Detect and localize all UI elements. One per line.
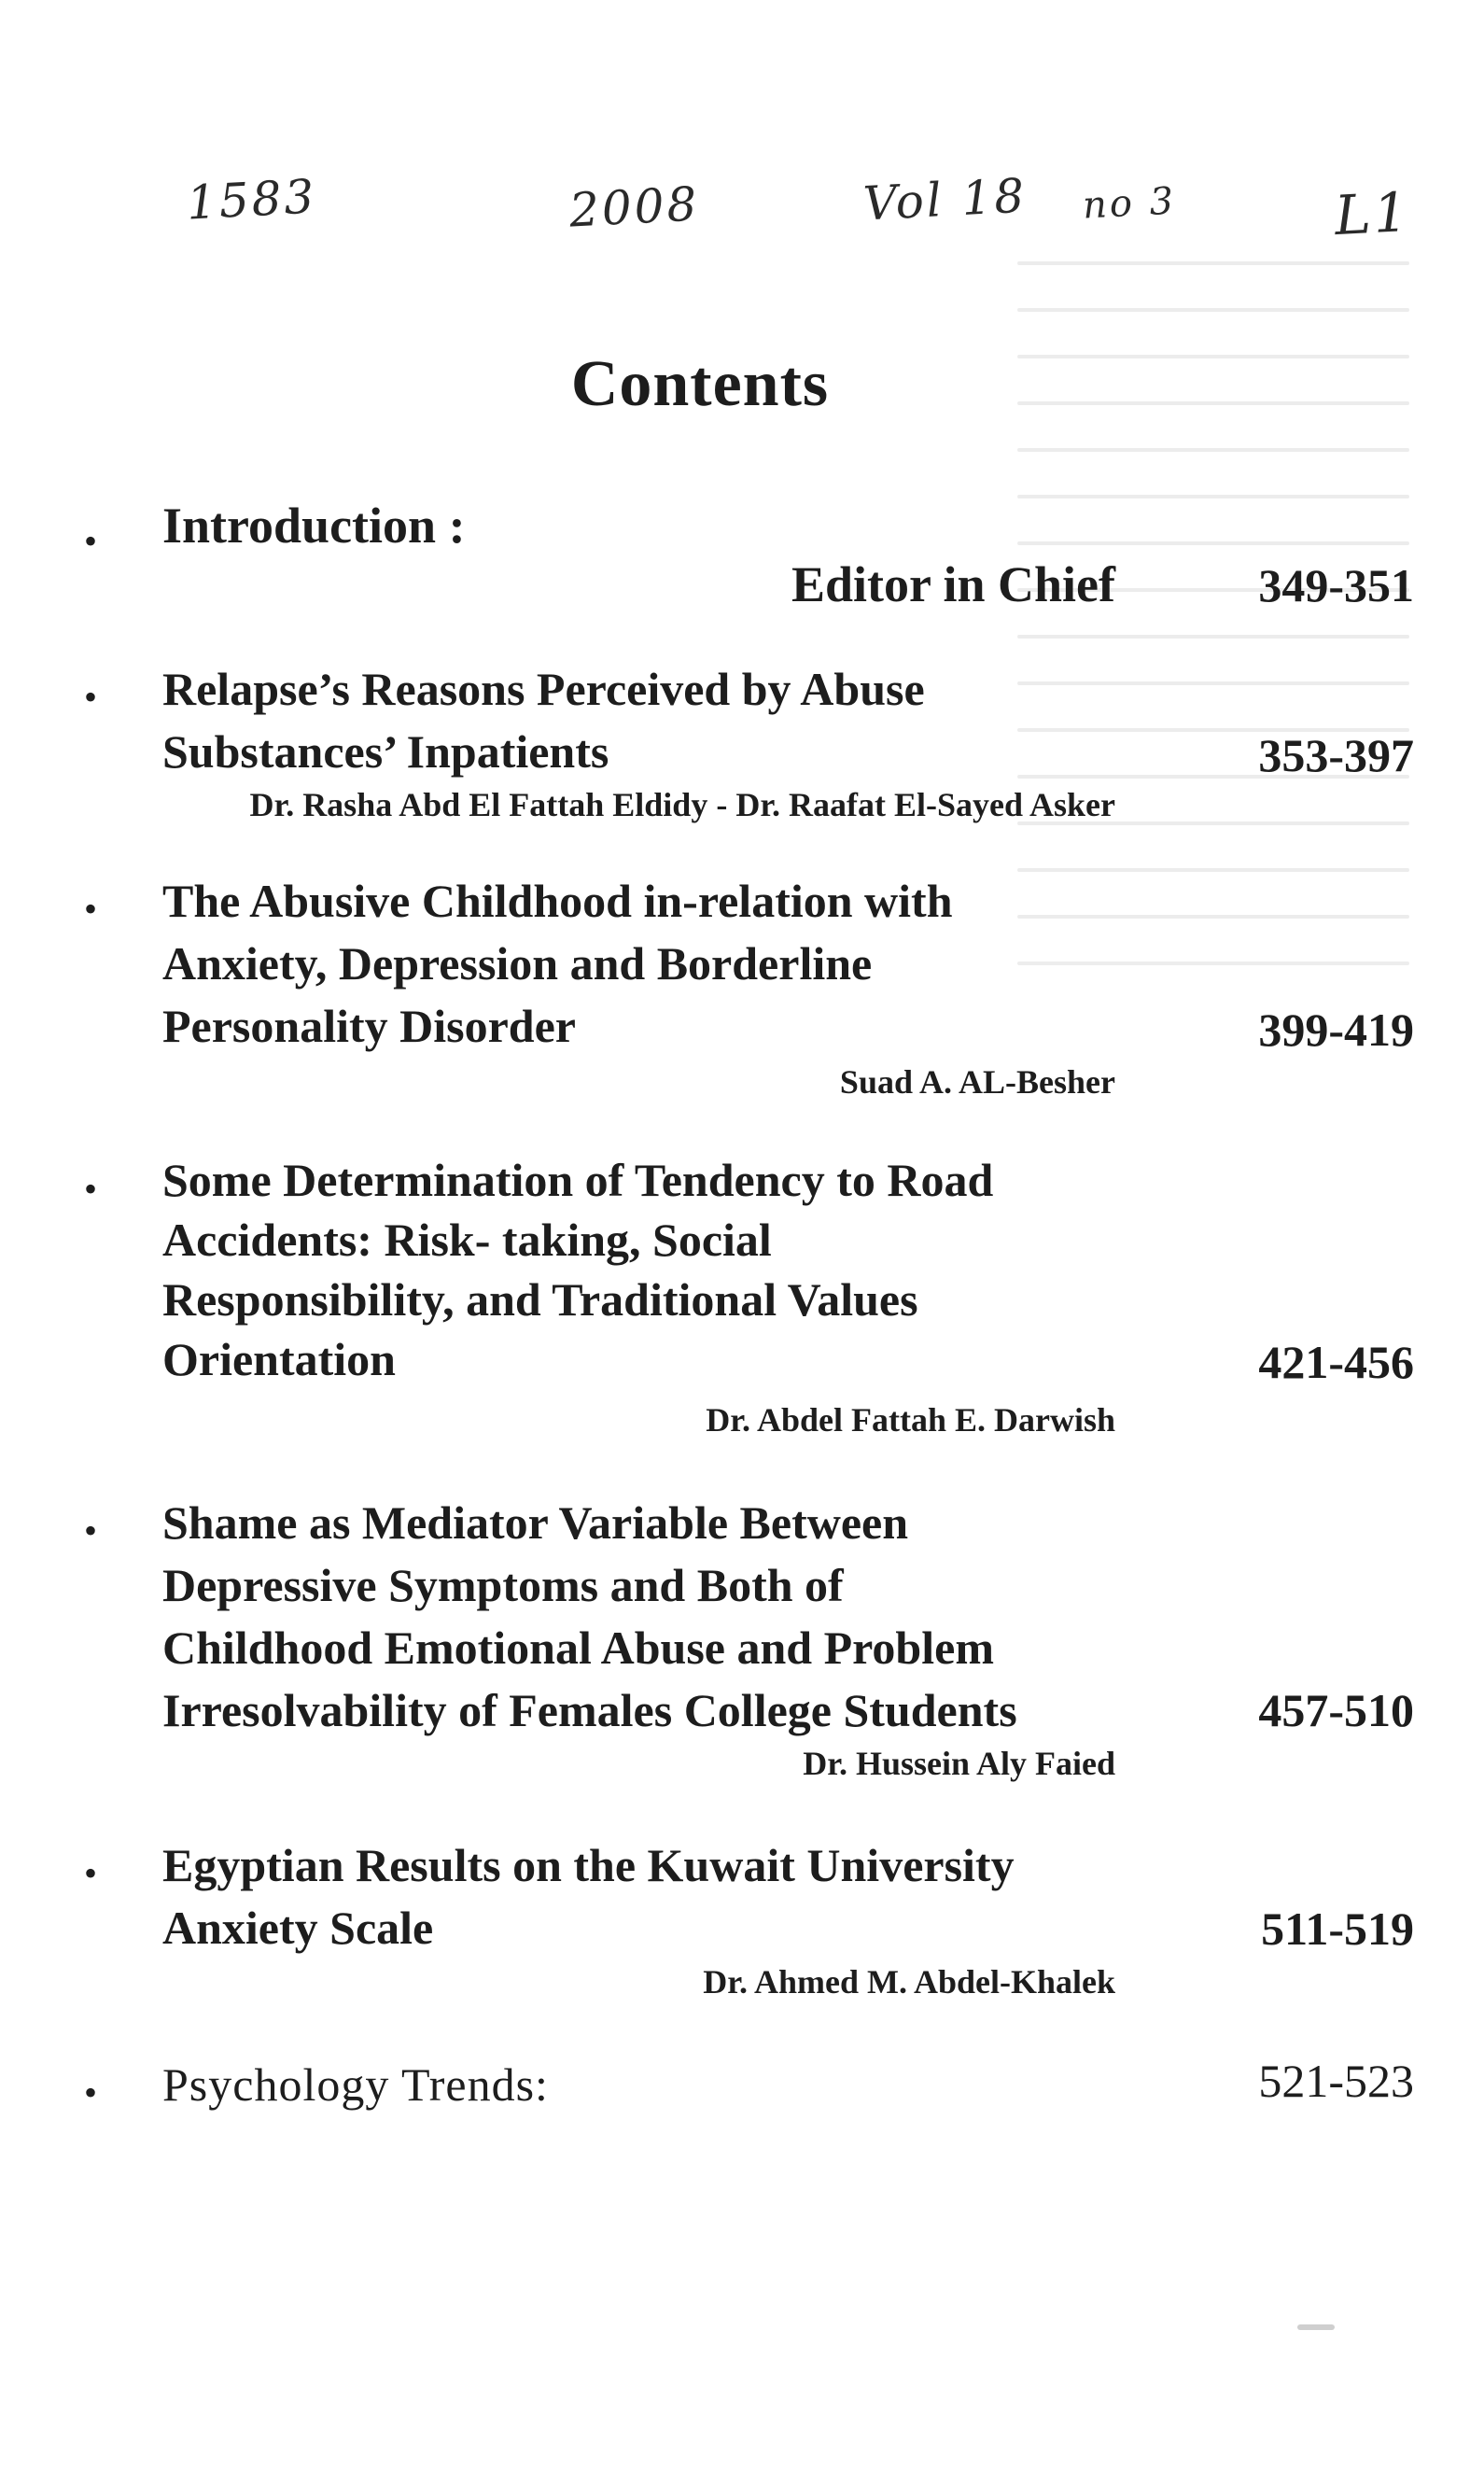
entry-title-line: Orientation bbox=[162, 1333, 396, 1385]
entry-title-line: Anxiety Scale bbox=[162, 1902, 434, 1954]
entry-title bbox=[162, 658, 1116, 783]
entry-author: Dr. Rasha Abd El Fattah Eldidy - Dr. Raafat El-Sayed Asker bbox=[249, 786, 1115, 823]
entry-title-line: Depressive Symptoms and Both of bbox=[162, 1559, 844, 1611]
entry-author: Dr. Hussein Aly Faied bbox=[803, 1745, 1115, 1782]
scan-speck bbox=[1297, 2324, 1335, 2330]
entry-title-line: Egyptian Results on the Kuwait University bbox=[162, 1839, 1015, 1891]
entry-pages: 399-419 bbox=[1258, 1004, 1414, 1056]
entry-pages: 457-510 bbox=[1258, 1684, 1414, 1736]
entry-pages: 353-397 bbox=[1258, 729, 1414, 781]
entry-title bbox=[162, 870, 1116, 1058]
entry-title-line: Irresolvability of Females College Students bbox=[162, 1684, 1017, 1736]
entry-title-line: Personality Disorder bbox=[162, 1000, 576, 1052]
entry-title-line: Accidents: Risk- taking, Social bbox=[162, 1214, 772, 1266]
entry-title-line: Responsibility, and Traditional Values bbox=[162, 1273, 918, 1326]
entry-title bbox=[162, 1492, 1116, 1742]
handwritten-volume: Vol 18 bbox=[861, 168, 1029, 232]
entry-author: Suad A. AL-Besher bbox=[839, 1063, 1115, 1101]
handwritten-number: 1583 bbox=[185, 169, 318, 231]
handwritten-annotations bbox=[0, 163, 1484, 266]
entry-heading: Psychology Trends: bbox=[162, 2058, 549, 2111]
page-title: Contents bbox=[570, 348, 830, 420]
entry-byline: Editor in Chief bbox=[791, 556, 1115, 612]
entry-pages: 511-519 bbox=[1261, 1902, 1414, 1955]
entry-title-line: Shame as Mediator Variable Between bbox=[162, 1496, 909, 1549]
bullet-icon: • bbox=[84, 1509, 98, 1551]
entry-pages: 349-351 bbox=[1258, 559, 1414, 611]
entry-pages: 521-523 bbox=[1258, 2055, 1414, 2107]
bullet-icon: • bbox=[84, 1852, 98, 1894]
entry-author: Dr. Abdel Fattah E. Darwish bbox=[706, 1401, 1115, 1439]
entry-author: Dr. Ahmed M. Abdel-Khalek bbox=[703, 1963, 1115, 2001]
entry-title-line: Substances’ Inpatients bbox=[162, 725, 609, 778]
bullet-icon: • bbox=[84, 2071, 98, 2113]
entry-title-line: The Abusive Childhood in-relation with bbox=[162, 875, 953, 927]
bullet-icon: • bbox=[84, 520, 98, 562]
entry-title bbox=[162, 1834, 1116, 1959]
handwritten-code: L1 bbox=[1333, 179, 1413, 248]
handwritten-year: 2008 bbox=[567, 176, 701, 238]
entry-title bbox=[162, 1150, 1116, 1389]
entry-pages: 421-456 bbox=[1258, 1336, 1414, 1388]
handwritten-issue: no 3 bbox=[1081, 179, 1178, 228]
entry-title-line: Relapse’s Reasons Perceived by Abuse bbox=[162, 663, 925, 715]
entry-title-line: Childhood Emotional Abuse and Problem bbox=[162, 1622, 994, 1674]
bullet-icon: • bbox=[84, 1168, 98, 1210]
entry-title-line: Some Determination of Tendency to Road bbox=[162, 1154, 994, 1206]
bullet-icon: • bbox=[84, 888, 98, 930]
entry-title-line: Anxiety, Depression and Borderline bbox=[162, 937, 873, 990]
bullet-icon: • bbox=[84, 676, 98, 718]
entry-heading: Introduction : bbox=[162, 498, 466, 554]
